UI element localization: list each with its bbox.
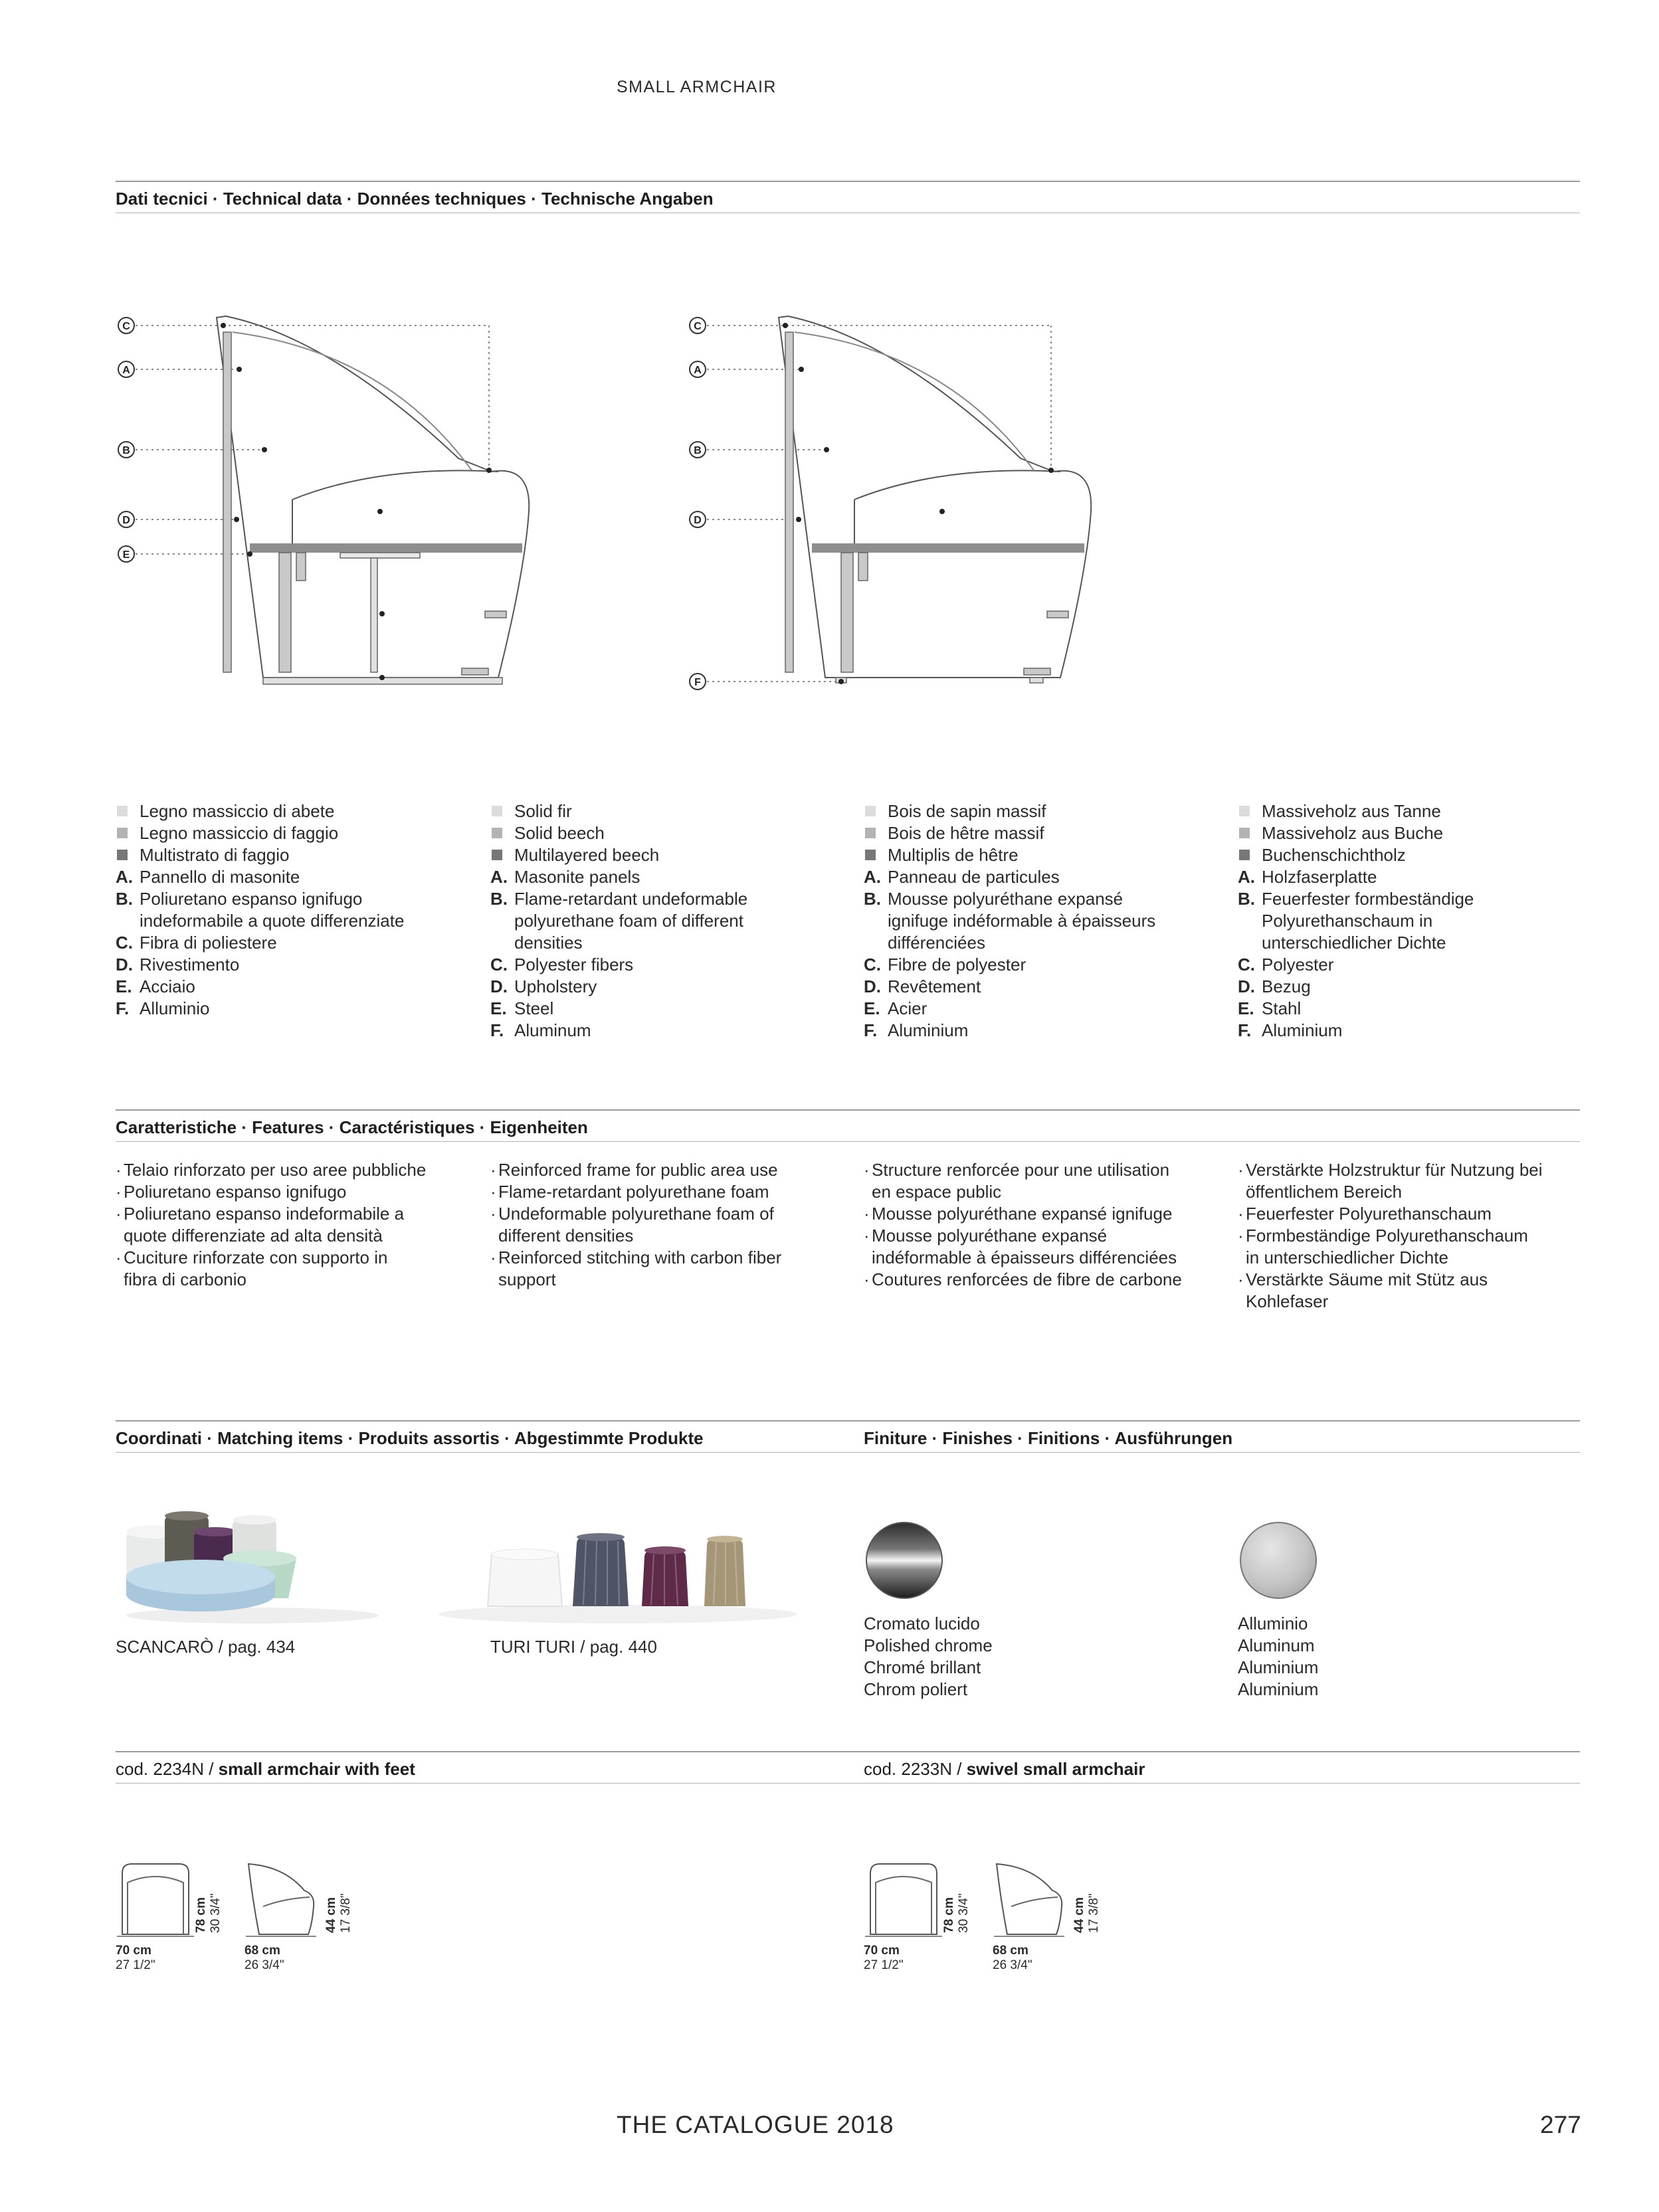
- swatch-solid-fir: [492, 806, 502, 816]
- swatch-solid-fir: [865, 806, 876, 816]
- callout-a: A: [694, 365, 702, 376]
- model-2233n-side-view: [993, 1860, 1066, 1938]
- features-col-de: · Verstärkte Holzstruktur für Nutzung bei öffentlichem Bereich · Feuerfester Polyurethanschaum · Formbeständige Polyurethanschaum in unterschiedlicher Dichte · Verstärkte Säume mit Stütz aus Kohlefaser: [1238, 1160, 1543, 1311]
- materials-col-it: Legno massiccio di abete Legno massiccio di faggio Multistrato di faggio A. Pannello di masonite B. Poliuretano espanso ignifugo indeformabile a quote differenziate C. Fibra di poliestere D. Rivestimento E. Acciaio F. Alluminio: [116, 801, 405, 1018]
- swatch-solid-beech: [492, 828, 502, 838]
- model-2234n-front-view: [116, 1860, 195, 1938]
- materials-col-fr: Bois de sapin massif Bois de hêtre massif Multiplis de hêtre A. Panneau de particules B. Mousse polyuréthane expansé ignifuge indéformable à épaisseurs différenciées C. Fibre de polyester D. Revêtement E. Acier F. Aluminium: [864, 801, 1156, 1040]
- model-2234n-seat-height: 44 cm 17 3/8": [324, 1893, 353, 1933]
- callout-d: D: [122, 515, 130, 526]
- divider: [116, 1109, 1580, 1111]
- section-title-technical: Dati tecnici · Technical data · Données techniques · Technische Angaben: [116, 189, 714, 209]
- matching-caption-turi-turi: TURI TURI / pag. 440: [490, 1637, 657, 1657]
- finish-names-chrome: Cromato lucido Polished chrome Chromé brillant Chrom poliert: [864, 1613, 993, 1699]
- callout-c: C: [694, 321, 702, 332]
- section-title-matching: Coordinati · Matching items · Produits assortis · Abgestimmte Produkte: [116, 1428, 704, 1448]
- divider: [116, 1751, 1580, 1752]
- swatch-solid-fir: [117, 806, 128, 816]
- swatch-multilayer-beech: [865, 850, 876, 860]
- model-2234n-height: 78 cm 30 3/4": [194, 1893, 223, 1933]
- swatch-solid-fir: [1239, 806, 1250, 816]
- model-2234n-width: 70 cm 27 1/2": [116, 1944, 155, 1972]
- swatch-multilayer-beech: [117, 850, 128, 860]
- model-2233n-height: 78 cm 30 3/4": [942, 1893, 971, 1933]
- armchair-section-diagram-swivel: [671, 292, 1123, 704]
- model-title-2233n: cod. 2233N / swivel small armchair: [864, 1759, 1145, 1779]
- page-category: SMALL ARMCHAIR: [617, 78, 777, 96]
- swatch-solid-beech: [865, 828, 876, 838]
- swatch-multilayer-beech: [1239, 850, 1250, 860]
- model-title-2234n: cod. 2234N / small armchair with feet: [116, 1759, 415, 1779]
- divider: [116, 1783, 1580, 1784]
- divider: [116, 1141, 1580, 1142]
- finish-names-aluminum: Alluminio Aluminum Aluminium Aluminium: [1238, 1613, 1319, 1699]
- model-2233n-front-view: [864, 1860, 943, 1938]
- page-number: 277: [1540, 2111, 1581, 2138]
- callout-a: A: [122, 365, 130, 376]
- armchair-section-diagram-feet: [100, 292, 551, 704]
- section-title-features: Caratteristiche · Features · Caractéristiques · Eigenheiten: [116, 1117, 588, 1137]
- scancaro-product-image: [120, 1508, 385, 1627]
- callout-e: E: [122, 549, 130, 561]
- section-title-finishes: Finiture · Finishes · Finitions · Ausführungen: [864, 1428, 1233, 1448]
- turi-turi-product-image: [432, 1528, 804, 1627]
- divider: [116, 181, 1580, 182]
- materials-col-de: Massiveholz aus Tanne Massiveholz aus Buche Buchenschichtholz A. Holzfaserplatte B. Feuerfester formbeständige Polyurethanschaum in unterschiedlicher Dichte C. Polyester D. Bezug E. Stahl F. Aluminium: [1238, 801, 1474, 1040]
- divider: [116, 1452, 1580, 1453]
- features-col-it: · Telaio rinforzato per uso aree pubbliche · Poliuretano espanso ignifugo · Poliuretano espanso indeformabile a quote differenziate ad alta densità · Cuciture rinforzate con supporto in fibra di carbonio: [116, 1160, 427, 1289]
- matching-caption-scancaro: SCANCARÒ / pag. 434: [116, 1637, 296, 1657]
- features-col-fr: · Structure renforcée pour une utilisation en espace public · Mousse polyuréthane expansé ignifuge · Mousse polyuréthane expansé indéformable à épaisseurs différenciées · Coutures renforcées de fibre de carbone: [864, 1160, 1182, 1289]
- model-2233n-width: 70 cm 27 1/2": [864, 1944, 904, 1972]
- divider: [116, 1420, 1580, 1422]
- model-2234n-side-view: [244, 1860, 318, 1938]
- model-2233n-depth: 68 cm 26 3/4": [993, 1944, 1032, 1972]
- model-2233n-seat-height: 44 cm 17 3/8": [1072, 1893, 1101, 1933]
- swatch-solid-beech: [1239, 828, 1250, 838]
- model-2234n-depth: 68 cm 26 3/4": [244, 1944, 284, 1972]
- callout-b: B: [694, 445, 702, 456]
- swatch-multilayer-beech: [492, 850, 502, 860]
- callout-f: F: [694, 677, 701, 688]
- finish-swatch-polished-chrome: [865, 1521, 943, 1600]
- callout-c: C: [122, 321, 130, 332]
- callout-b: B: [122, 445, 130, 456]
- materials-col-en: Solid fir Solid beech Multilayered beech A. Masonite panels B. Flame-retardant undeformable polyurethane foam of different densities C. Polyester fibers D. Upholstery E. Steel F. Aluminum: [490, 801, 748, 1040]
- features-col-en: · Reinforced frame for public area use · Flame-retardant polyurethane foam · Undeformable polyurethane foam of different densities · Reinforced stitching with carbon fiber support: [490, 1160, 782, 1289]
- footer-catalogue-title: THE CATALOGUE 2018: [617, 2111, 894, 2138]
- callout-d: D: [694, 515, 702, 526]
- swatch-solid-beech: [117, 828, 128, 838]
- finish-swatch-aluminum: [1239, 1521, 1317, 1600]
